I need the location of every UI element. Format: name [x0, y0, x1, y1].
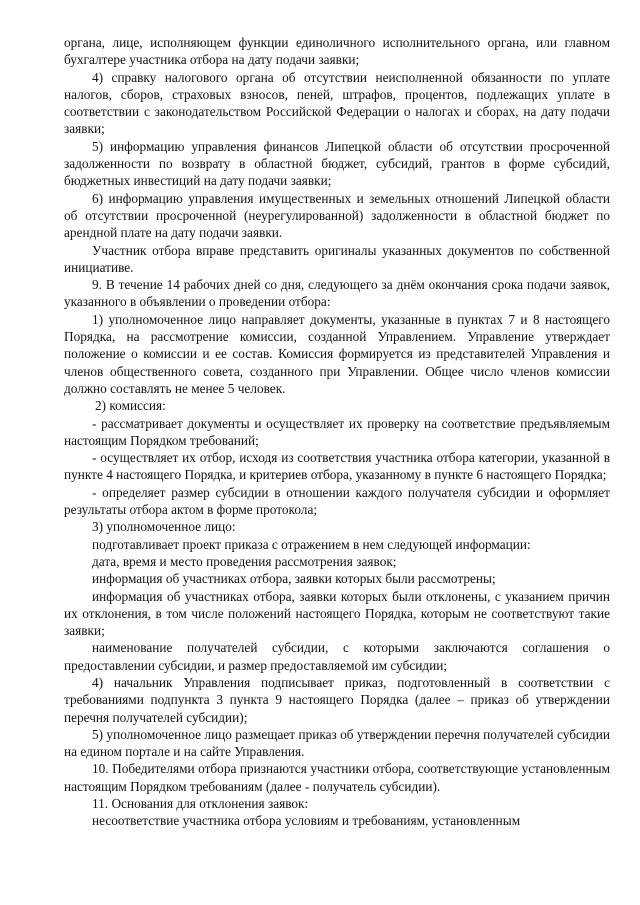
paragraph-9-3: 3) уполномоченное лицо:: [92, 519, 236, 535]
paragraph-rejection-reason: несоответствие участника отбора условиям и требованиям, установленным: [92, 813, 521, 829]
paragraph-commission-review: - рассматривает документы и осуществляет их проверку на соответствие предъявляемым настоящим Порядком требований;: [64, 415, 610, 448]
paragraph-9-1: 1) уполномоченное лицо направляет документы, указанные в пунктах 7 и 8 настоящего Порядка, на рассмотрение комиссии, созданной Управлением. Управление утверждает положение о комиссии и ее состав. Комиссия формируется из представителей Управления и членов общественного совета, созданного при Управлении. Общее число членов комиссии должно составлять не менее 5 человек.: [64, 311, 610, 396]
paragraph-order-date: дата, время и место проведения рассмотрения заявок;: [92, 553, 397, 569]
paragraph-section-11: 11. Основания для отклонения заявок:: [92, 796, 309, 812]
paragraph-order-draft: подготавливает проект приказа с отражением в нем следующей информации:: [92, 536, 531, 552]
paragraph-9-4: 4) начальник Управления подписывает приказ, подготовленный в соответствии с требованиями подпункта 3 пункта 9 настоящего Порядка (далее – приказ об утверждении перечня получателей субсидии);: [64, 674, 610, 725]
paragraph-commission-selection: - осуществляет их отбор, исходя из соответствия участника отбора категории, указанной в пункте 4 настоящего Порядка, и критериев отбора, указанному в пункте 6 настоящего Порядка;: [64, 450, 610, 483]
paragraph-order-rejected: информация об участниках отбора, заявки которых были отклонены, с указанием причин их отклонения, в том числе положений настоящего Порядка, которым не соответствуют такие заявки;: [64, 588, 610, 639]
paragraph-9-2: 2) комиссия:: [95, 398, 166, 414]
paragraph-item-5-finance-info: 5) информацию управления финансов Липецкой области об отсутствии просроченной задолженности по возврату в областной бюджет, субсидий, грантов в форме субсидий, бюджетных инвестиций на дату подачи заявки;: [64, 138, 610, 189]
paragraph-originals-note: Участник отбора вправе представить оригиналы указанных документов по собственной инициативе.: [64, 242, 610, 275]
document-page: [64, 34, 610, 830]
paragraph-section-9: 9. В течение 14 рабочих дней со дня, следующего за днём окончания срока подачи заявок, указанного в объявлении о проведении отбора:: [64, 277, 610, 310]
paragraph-continuation: органа, лице, исполняющем функции единоличного исполнительного органа, или главном бухгалтере участника отбора на дату подачи заявки;: [64, 35, 610, 68]
paragraph-commission-amount: - определяет размер субсидии в отношении каждого получателя субсидии и оформляет результаты отбора актом в форме протокола;: [64, 484, 610, 518]
paragraph-item-4-tax-certificate: 4) справку налогового органа об отсутствии неисполненной обязанности по уплате налогов, сборов, страховых взносов, пеней, штрафов, процентов, подлежащих уплате в соответствии с законодательством Российской Федерации о налогах и сборах, на дату подачи заявки;: [64, 69, 610, 137]
paragraph-order-recipients: наименование получателей субсидии, с которыми заключаются соглашения о предоставлении субсидии, и размер предоставляемой им субсидии;: [64, 640, 610, 673]
paragraph-section-10: 10. Победителями отбора признаются участники отбора, соответствующие установленным настоящим Порядком требованиям (далее - получатель субсидии).: [64, 761, 610, 794]
paragraph-order-reviewed: информация об участниках отбора, заявки которых были рассмотрены;: [92, 571, 496, 587]
paragraph-item-6-property-info: 6) информацию управления имущественных и земельных отношений Липецкой области об отсутствии просроченной (неурегулированной) задолженности в областной бюджет по арендной плате на дату подачи заявки.: [64, 190, 610, 241]
paragraph-9-5: 5) уполномоченное лицо размещает приказ об утверждении перечня получателей субсидии на едином портале и на сайте Управления.: [64, 726, 610, 760]
